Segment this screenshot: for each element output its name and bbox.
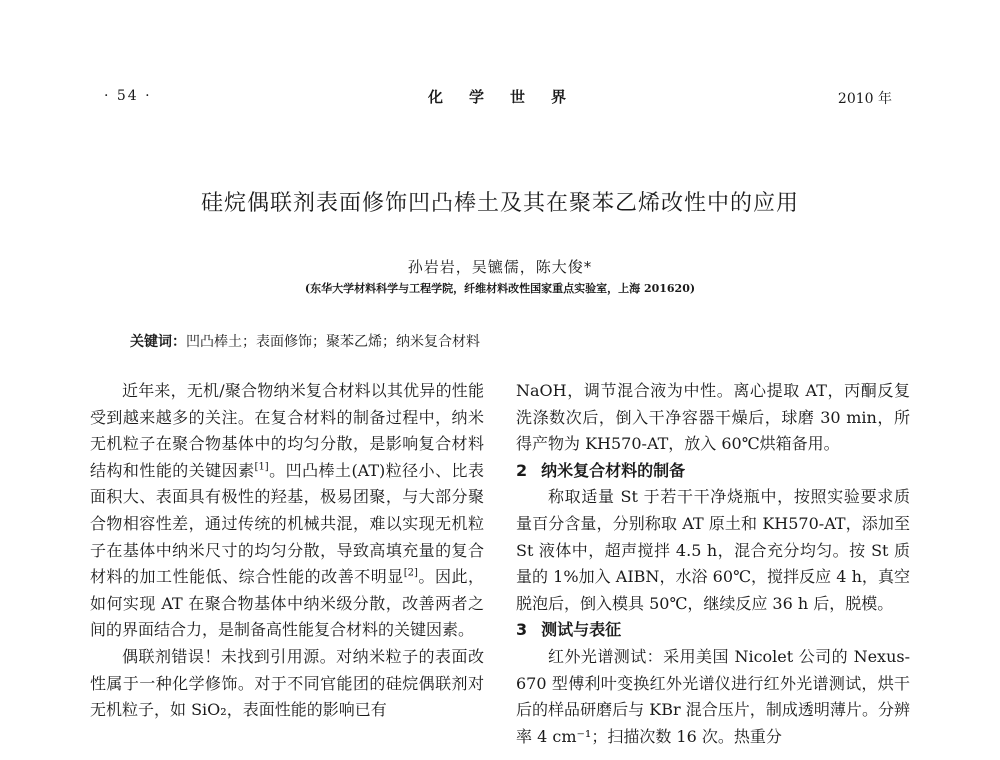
paragraph-text: 。凹凸棒土(AT)粒径小、比表面积大、表面具有极性的羟基，极易团聚，与大部分聚合物相容性差，通过传统的机械共混，难以实现无机粒子在基体中纳米尺寸的均匀分散，导致高填充量的复合材料的加工性能低、综合性能的改善不明显 xyxy=(90,460,484,587)
author-name: ， 吴镳儒 xyxy=(456,258,520,276)
author-list xyxy=(0,256,1000,277)
right-column xyxy=(516,378,910,750)
paragraph: 称取适量 St 于若干干净烧瓶中，按照实验要求质量百分含量，分别称取 AT 原土和 KH570-AT，添加至 St 液体中，超声搅拌 4.5 h，混合充分均匀。按 St 质量的 1%加入 AIBN，水浴 60℃，搅拌反应 4 h，真空脱泡后，倒入模具 50℃，继续反应 36 h 后，脱模。 xyxy=(516,487,910,613)
paragraph: NaOH，调节混合液为中性。离心提取 AT，丙酮反复洗涤数次后，倒入干净容器干燥后，球磨 30 min，所得产物为 KH570-AT，放入 60℃烘箱备用。 xyxy=(516,381,910,454)
citation-ref[interactable]: [2] xyxy=(403,567,418,579)
section-number: 3 xyxy=(516,620,528,640)
keywords-text: 凹凸棒土；表面修饰；聚苯乙烯；纳米复合材料 xyxy=(186,334,480,350)
section-number: 2 xyxy=(516,460,528,480)
section-title: 纳米复合材料的制备 xyxy=(541,460,686,480)
author-name: ， 陈大俊* xyxy=(520,258,593,276)
paper-title: 硅烷偶联剂表面修饰凹凸棒土及其在聚苯乙烯改性中的应用 xyxy=(200,191,799,216)
paragraph: 偶联剂错误！未找到引用源。对纳米粒子的表面改性属于一种化学修饰。对于不同官能团的硅烷偶联剂对无机粒子，如 SiO₂，表面性能的影响已有 xyxy=(90,646,484,720)
publication-year: 2010 年 xyxy=(837,91,892,107)
paragraph xyxy=(90,378,484,644)
citation-ref[interactable]: [1] xyxy=(254,461,269,473)
journal-name: 化学世界 xyxy=(428,88,593,106)
affiliation: (东华大学材料科学与工程学院，纤维材料改性国家重点实验室，上海 201620) xyxy=(304,282,696,295)
section-title: 测试与表征 xyxy=(541,620,622,640)
paragraph: 红外光谱测试：采用美国 Nicolet 公司的 Nexus-670 型傅利叶变换红外光谱仪进行红外光谱测试，烘干后的样品研磨后与 KBr 混合压片，制成透明薄片。分辨率 4 cm⁻¹；扫描次数 16 次。热重分 xyxy=(516,646,910,746)
section-heading xyxy=(516,617,910,644)
page-number: · 54 · xyxy=(104,88,152,104)
paragraph-text: 。因此，如何实现 AT 在聚合物基体中纳米级分散，改善两者之间的界面结合力，是制备高性能复合材料的关键因素。 xyxy=(90,567,484,640)
author-name: 孙岩岩 xyxy=(407,258,456,276)
keywords-label: 关键词： xyxy=(130,334,186,350)
paragraph-text: 近年来，无机/聚合物纳米复合材料以其优异的性能受到越来越多的关注。在复合材料的制备过程中，纳米无机粒子在聚合物基体中的均匀分散，是影响复合材料结构和性能的关键因素 xyxy=(90,381,484,480)
section-heading xyxy=(516,458,910,485)
keywords xyxy=(130,331,480,351)
left-column xyxy=(90,378,484,724)
